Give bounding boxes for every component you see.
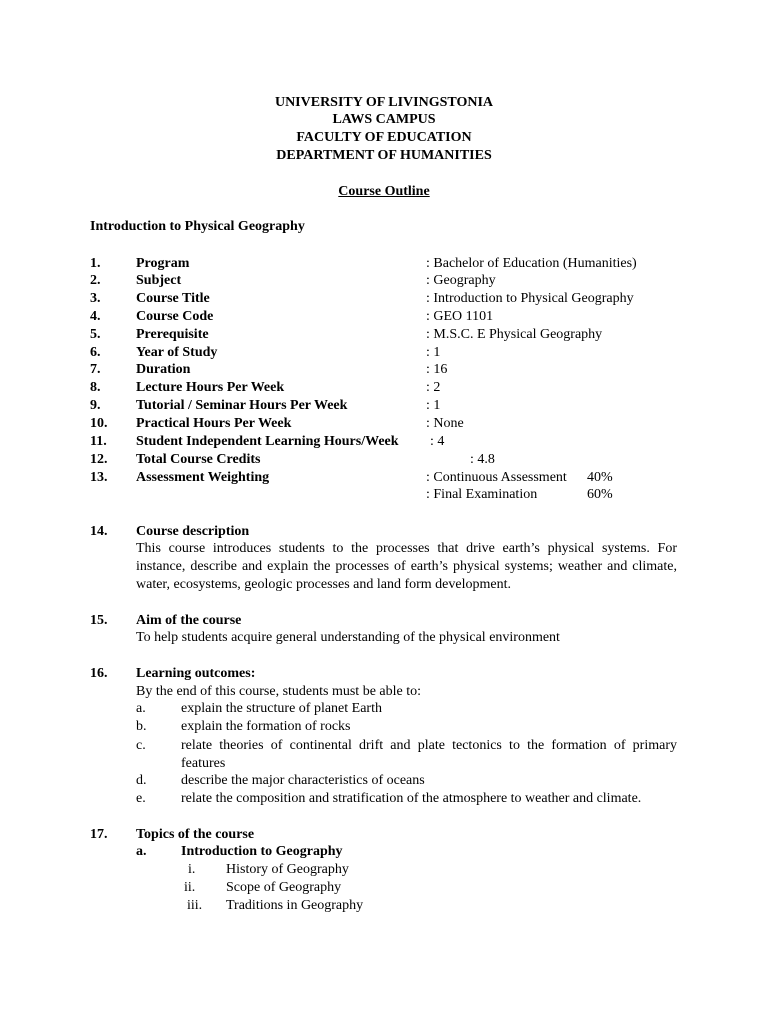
detail-value: : Introduction to Physical Geography [426,291,634,306]
subtopic-number: ii. [184,880,196,895]
detail-number: 3. [90,291,101,306]
list-letter: a. [136,701,146,716]
detail-value: : 4.8 [470,452,495,467]
detail-label: Total Course Credits [136,452,261,467]
detail-number: 2. [90,273,101,288]
detail-label: Prerequisite [136,327,209,342]
section-title: Course description [136,524,250,539]
detail-number: 8. [90,380,101,395]
detail-value: : 16 [426,362,448,377]
detail-label: Course Title [136,291,210,306]
detail-value: : None [426,416,464,431]
list-letter: b. [136,719,147,734]
outcome-item: explain the formation of rocks [181,719,351,734]
detail-value: : M.S.C. E Physical Geography [426,327,603,342]
subtopic-number: i. [188,862,196,877]
detail-number: 4. [90,309,101,324]
list-letter: d. [136,773,147,788]
detail-number: 12. [90,452,108,467]
detail-value: : 1 [426,345,441,360]
section-text: To help students acquire general understanding of the physical environment [136,630,560,645]
outcome-item: relate the composition and stratification of the atmosphere to weather and climate. [181,791,642,806]
detail-label: Duration [136,362,191,377]
detail-value: : GEO 1101 [426,309,494,324]
detail-label: Course Code [136,309,214,324]
detail-number: 6. [90,345,101,360]
detail-value: : Bachelor of Education (Humanities) [426,256,637,271]
section-title: Topics of the course [136,827,255,842]
detail-value: : Continuous Assessment [426,470,567,485]
subtopic-number: iii. [187,898,203,913]
outcome-item: describe the major characteristics of oceans [181,773,425,788]
section-number: 14. [90,524,108,539]
detail-number: 1. [90,256,101,271]
outcome-item: explain the structure of planet Earth [181,701,382,716]
detail-value: : Final Examination [426,487,538,502]
detail-number: 7. [90,362,101,377]
topic-title: Introduction to Geography [181,844,343,859]
detail-value: : Geography [426,273,496,288]
campus-name: LAWS CAMPUS [332,112,436,127]
topic-letter: a. [136,844,147,859]
subtopic-text: Traditions in Geography [226,898,364,913]
detail-number: 13. [90,470,108,485]
faculty-name: FACULTY OF EDUCATION [296,130,472,145]
section-number: 17. [90,827,108,842]
detail-label: Assessment Weighting [136,470,270,485]
course-heading: Introduction to Physical Geography [90,219,305,234]
detail-label: Practical Hours Per Week [136,416,292,431]
section-number: 16. [90,666,108,681]
detail-label: Tutorial / Seminar Hours Per Week [136,398,348,413]
section-text: This course introduces students to the processes that drive earth’s physical systems. For instance, describe and explain the processes of earth’s physical systems; weather and climate, water, ecosystems, geologic processes and land form development. [136,541,677,592]
section-title: Aim of the course [136,613,242,628]
section-title: Learning outcomes: [136,666,256,681]
document-title: Course Outline [338,184,430,199]
detail-value: : 4 [430,434,445,449]
detail-number: 9. [90,398,101,413]
list-letter: e. [136,791,146,806]
subtopic-text: Scope of Geography [226,880,342,895]
detail-label: Program [136,256,190,271]
detail-label: Lecture Hours Per Week [136,380,285,395]
section-intro: By the end of this course, students must be able to: [136,684,422,699]
department-name: DEPARTMENT OF HUMANITIES [276,148,492,163]
detail-number: 11. [90,434,107,449]
detail-number: 10. [90,416,108,431]
assessment-percent: 40% [587,470,613,485]
detail-label: Subject [136,273,182,288]
list-letter: c. [136,738,146,753]
university-name: UNIVERSITY OF LIVINGSTONIA [274,95,494,110]
section-number: 15. [90,613,108,628]
detail-value: : 1 [426,398,441,413]
detail-number: 5. [90,327,101,342]
detail-label: Year of Study [136,345,218,360]
subtopic-text: History of Geography [226,862,349,877]
detail-value: : 2 [426,380,441,395]
assessment-percent: 60% [587,487,613,502]
outcome-item: relate theories of continental drift and plate tectonics to the formation of primary features [181,738,677,771]
detail-label: Student Independent Learning Hours/Week [136,434,399,449]
